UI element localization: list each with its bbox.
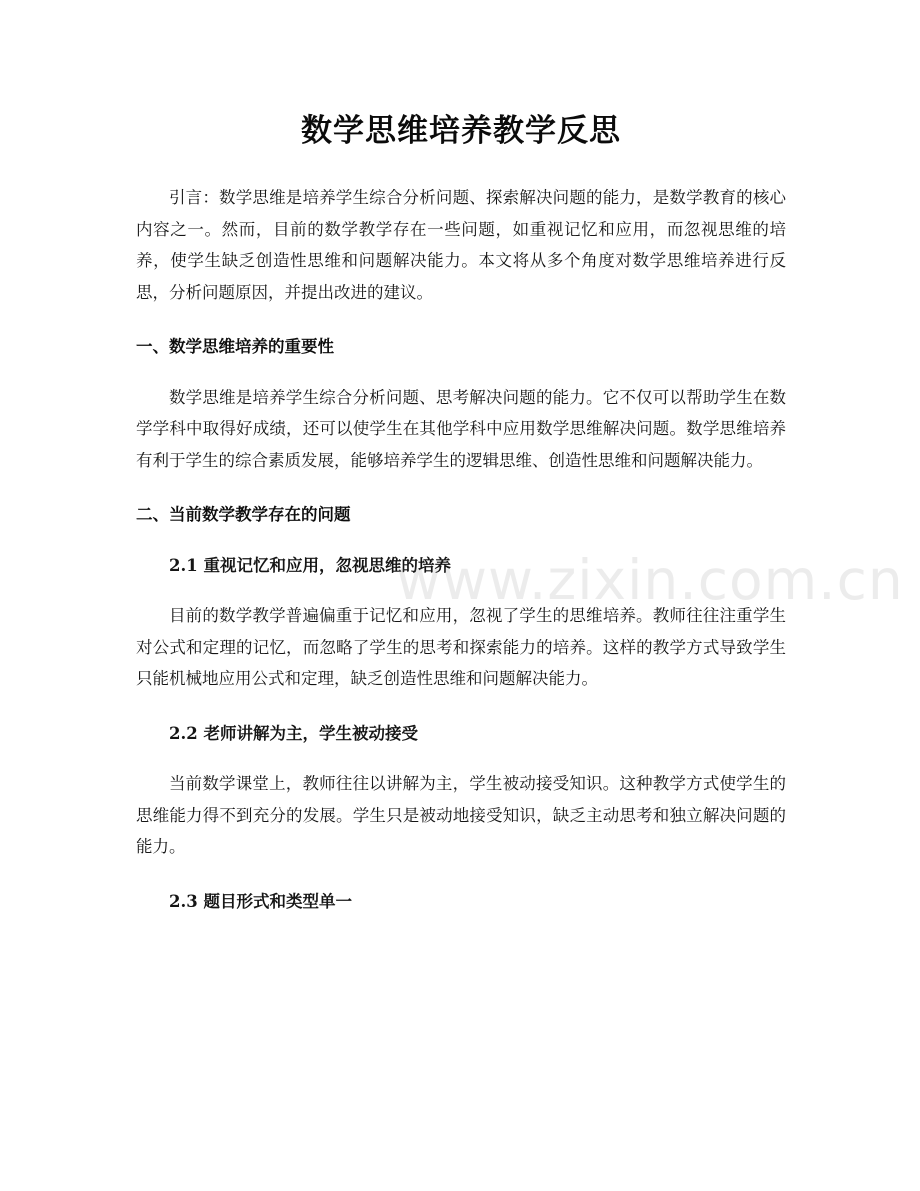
subsection-2-1-paragraph: 目前的数学教学普遍偏重于记忆和应用，忽视了学生的思维培养。教师往往注重学生对公式和定理的记忆，而忽略了学生的思考和探索能力的培养。这样的教学方式导致学生只能机械地应用公式和定理，缺乏创造性思维和问题解决能力。 [136,606,786,688]
subsection-2-1-heading: 2.1 重视记忆和应用，忽视思维的培养 [169,555,451,575]
subsection-2-2-heading: 2.2 老师讲解为主，学生被动接受 [169,723,418,743]
intro-paragraph: 引言：数学思维是培养学生综合分析问题、探索解决问题的能力，是数学教育的核心内容之一。然而，目前的数学教学存在一些问题，如重视记忆和应用，而忽视思维的培养，使学生缺乏创造性思维和问题解决能力。本文将从多个角度对数学思维培养进行反思，分析问题原因，并提出改进的建议。 [136,188,786,302]
watermark-text: www.zixin.com.cn [396,548,904,612]
section-1-heading: 一、数学思维培养的重要性 [136,337,334,356]
subsection-2-2-paragraph: 当前数学课堂上，教师往往以讲解为主，学生被动接受知识。这种教学方式使学生的思维能力得不到充分的发展。学生只是被动地接受知识，缺乏主动思考和独立解决问题的能力。 [136,774,786,856]
subsection-2-3-heading: 2.3 题目形式和类型单一 [169,891,352,911]
document-body [136,106,786,936]
section-1-paragraph: 数学思维是培养学生综合分析问题、思考解决问题的能力。它不仅可以帮助学生在数学学科中取得好成绩，还可以使学生在其他学科中应用数学思维解决问题。数学思维培养有利于学生的综合素质发展，能够培养学生的逻辑思维、创造性思维和问题解决能力。 [136,387,786,470]
document-title: 数学思维培养教学反思 [301,113,621,149]
section-2-heading: 二、当前数学教学存在的问题 [136,505,351,524]
